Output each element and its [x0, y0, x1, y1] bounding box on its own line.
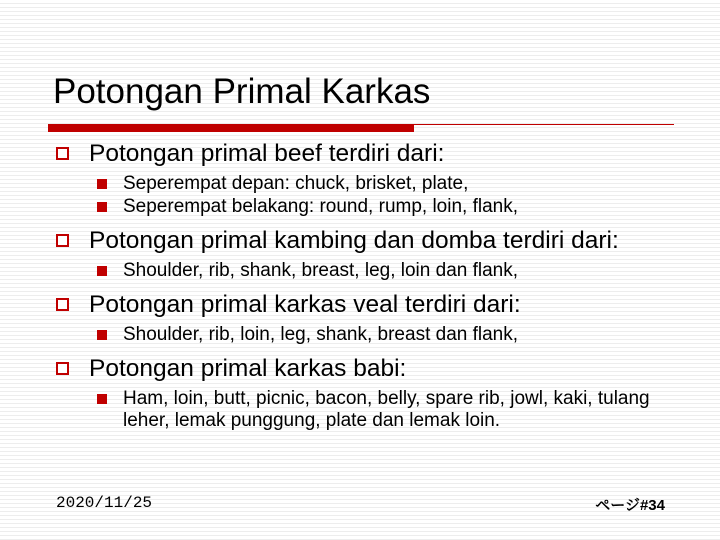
bullet-item	[56, 141, 676, 167]
filled-square-bullet-icon	[97, 202, 107, 212]
sub-bullet-list	[56, 173, 676, 218]
sub-bullet-item	[56, 324, 676, 346]
bullet-item	[56, 228, 676, 254]
filled-square-bullet-icon	[97, 266, 107, 276]
title-accent-bar	[48, 124, 414, 132]
sub-bullet-text: Shoulder, rib, loin, leg, shank, breast dan flank,	[123, 324, 519, 345]
bullet-list	[56, 137, 676, 442]
hollow-square-bullet-icon	[56, 147, 69, 160]
bullet-text: Potongan primal beef terdiri dari:	[89, 140, 445, 167]
hollow-square-bullet-icon	[56, 234, 69, 247]
bullet-item	[56, 292, 676, 318]
sub-bullet-item	[56, 260, 676, 282]
sub-bullet-item	[56, 388, 676, 432]
sub-bullet-list	[56, 324, 676, 346]
sub-bullet-item	[56, 196, 676, 218]
sub-bullet-text: Shoulder, rib, shank, breast, leg, loin dan flank,	[123, 260, 519, 281]
slide-title: Potongan Primal Karkas	[53, 72, 431, 111]
sub-bullet-list	[56, 388, 676, 432]
sub-bullet-text: Seperempat belakang: round, rump, loin, flank,	[123, 196, 519, 217]
sub-bullet-text: Ham, loin, butt, picnic, bacon, belly, spare rib, jowl, kaki, tulang leher, lemak punggung, plate dan lemak loin.	[123, 388, 650, 431]
filled-square-bullet-icon	[97, 330, 107, 340]
filled-square-bullet-icon	[97, 179, 107, 189]
sub-bullet-item	[56, 173, 676, 195]
sub-bullet-list	[56, 260, 676, 282]
bullet-text: Potongan primal karkas veal terdiri dari:	[89, 291, 521, 318]
bullet-item	[56, 356, 676, 382]
sub-bullet-text: Seperempat depan: chuck, brisket, plate,	[123, 173, 469, 194]
hollow-square-bullet-icon	[56, 362, 69, 375]
footer-date: 2020/11/25	[56, 494, 153, 512]
bullet-text: Potongan primal karkas babi:	[89, 355, 407, 382]
filled-square-bullet-icon	[97, 394, 107, 404]
footer-page-number: ページ#34	[595, 497, 665, 514]
bullet-text: Potongan primal kambing dan domba terdiri dari:	[89, 227, 619, 254]
hollow-square-bullet-icon	[56, 298, 69, 311]
